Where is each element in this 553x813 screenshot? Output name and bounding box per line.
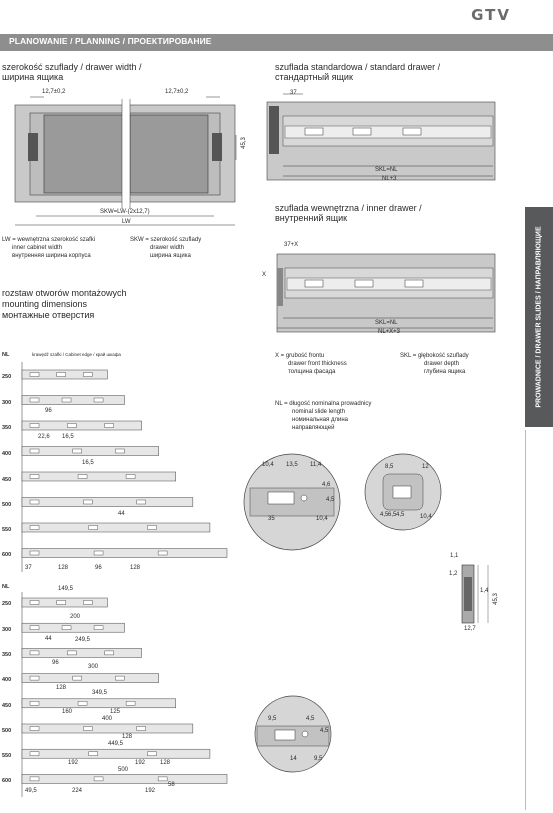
legend-skw-3: ширина ящика: [150, 253, 191, 259]
standard-drawer-title: szuflada standardowa / standard drawer /: [275, 62, 441, 72]
upper_table-rail-500: [22, 498, 193, 507]
x-legend-2: drawer front thickness: [288, 361, 347, 367]
detail-a-d2: 13,5: [286, 462, 298, 468]
upper-dim-44: 44: [118, 511, 125, 517]
upper-dim-128b: 128: [130, 565, 141, 571]
nl-legend-4: направляющей: [292, 425, 335, 431]
lower_table-rail-400: [22, 674, 159, 683]
legend-skw-2: drawer width: [150, 245, 185, 251]
lower-dim-128: 128: [56, 685, 67, 691]
lower_table-hole: [126, 701, 135, 705]
upper_table-rail-400: [22, 447, 159, 456]
standard-dim-top: 37: [290, 90, 297, 96]
standard-dim-skl: SKL=NL: [375, 167, 398, 173]
skl-legend-2: drawer depth: [424, 361, 460, 367]
lower-dim-96: 96: [52, 660, 59, 666]
nl-legend-2: nominal slide length: [292, 409, 346, 415]
lower_table-hole: [57, 601, 66, 605]
legend-lw-2: inner cabinet width: [12, 245, 63, 251]
lower-dim-58: 58: [168, 782, 175, 788]
lower-nl-550: 550: [2, 753, 12, 759]
upper-dim-96: 96: [45, 408, 52, 414]
section-header: [0, 34, 553, 51]
upper-mounting-diagram: [0, 362, 240, 577]
upper-dim-16-5a: 16,5: [62, 434, 74, 440]
skl-legend-1: SKL = głębokość szuflady: [400, 353, 469, 359]
upper_table-hole: [89, 526, 98, 530]
lower_table-hole: [30, 651, 39, 655]
brand-logo: GTV: [471, 6, 511, 24]
nl-legend-3: номинальная длина: [292, 417, 348, 423]
inner-dim-top: 37+X: [284, 242, 299, 248]
detail-a-d5: 4,5: [326, 497, 335, 503]
lower_table-hole: [30, 727, 39, 731]
lower_table-hole: [89, 752, 98, 756]
lower-dim-449-5: 449,5: [108, 741, 124, 747]
upper_table-hole: [105, 424, 114, 428]
dim-side-height: 45,3: [240, 137, 247, 149]
lower-nl-500: 500: [2, 728, 12, 734]
upper-dim-22-6: 22,6: [38, 434, 50, 440]
detail-a-d1: 10,4: [262, 462, 274, 468]
detail-b-d1: 8,5: [385, 464, 394, 470]
lower-dim-400: 400: [102, 716, 113, 722]
lower_table-hole: [30, 676, 39, 680]
mounting-title-1: rozstaw otworów montażowych: [2, 288, 127, 298]
lower_table-hole: [137, 727, 146, 731]
lower-dim-44: 44: [45, 636, 52, 642]
lower_table-hole: [105, 651, 114, 655]
lower_table-hole: [73, 676, 82, 680]
detail-a-d7: 10,4: [316, 516, 328, 522]
lower_table-hole: [83, 727, 92, 731]
upper-dim-96b: 96: [95, 565, 102, 571]
upper_table-hole: [94, 398, 103, 402]
lower-nl-450: 450: [2, 703, 12, 709]
upper-nl-350: 350: [2, 425, 12, 431]
upper_table-rail-350: [22, 421, 142, 430]
detail-c-d5: 9,5: [314, 756, 323, 762]
detail-a-d6: 35: [268, 516, 275, 522]
dim-right-gap: 12,7±0,2: [165, 89, 189, 95]
lower_table-rail-450: [22, 699, 176, 708]
profile-d3: 1,4: [480, 588, 489, 594]
lower_table-hole: [147, 752, 156, 756]
mounting-title-3: монтажные отверстия: [2, 310, 95, 320]
profile-d1: 1,1: [450, 553, 459, 559]
lower-dim-149-5: 149,5: [58, 586, 74, 592]
profile-d2: 1,2: [449, 571, 458, 577]
upper_table-hole: [73, 449, 82, 453]
detail-b-d4: 6,5: [388, 512, 397, 518]
detail-c-d2: 4,5: [306, 716, 315, 722]
detail-b-d2: 12: [422, 464, 429, 470]
side-tab: [525, 207, 553, 427]
x-legend-1: X = grubość frontu: [275, 353, 325, 359]
inner-dim-nl: NL+X+3: [378, 329, 401, 335]
lower_table-hole: [115, 676, 124, 680]
upper_table-hole: [30, 398, 39, 402]
upper-nl-400: 400: [2, 451, 12, 457]
nl-legend-1: NL = długość nominalna prowadnicy: [275, 401, 372, 407]
upper_table-rail-600: [22, 549, 227, 558]
lower-dim-49-5: 49,5: [25, 788, 37, 794]
standard-dim-nl: NL+3: [382, 176, 397, 182]
upper_table-hole: [67, 424, 76, 428]
upper-nl-500: 500: [2, 502, 12, 508]
upper_table-rail-550: [22, 523, 210, 532]
upper-dim-128a: 128: [58, 565, 69, 571]
lower-dim-349-5: 349,5: [92, 690, 108, 696]
lower-nl-350: 350: [2, 652, 12, 658]
lower_table-hole: [30, 601, 39, 605]
detail-b-d6: 10,4: [420, 514, 432, 520]
upper-nl-550: 550: [2, 527, 12, 533]
lower-dim-500: 500: [118, 767, 129, 773]
lower_table-hole: [83, 601, 92, 605]
lower-dim-192b: 192: [135, 760, 146, 766]
lower_table-hole: [94, 777, 103, 781]
upper_table-hole: [30, 424, 39, 428]
dim-left-gap: 12,7±0,2: [42, 89, 66, 95]
upper_table-hole: [78, 475, 87, 479]
upper-dim-37: 37: [25, 565, 32, 571]
mounting-title-2: mounting dimensions: [2, 299, 88, 309]
slide-profile: [448, 555, 498, 635]
lower-dim-192c: 192: [145, 788, 156, 794]
detail-c-d1: 9,5: [268, 716, 277, 722]
inner-drawer-title: szuflada wewnętrzna / inner drawer /: [275, 203, 422, 213]
detail-b-d3: 4,5: [380, 512, 389, 518]
lower-dim-224: 224: [72, 788, 83, 794]
lower_table-hole: [67, 651, 76, 655]
upper_table-hole: [30, 475, 39, 479]
upper_table-hole: [57, 373, 66, 377]
skl-legend-3: глубина ящика: [424, 369, 466, 375]
profile-d4: 45,3: [492, 593, 499, 605]
legend-lw-1: LW = wewnętrzna szerokość szafki: [2, 237, 96, 243]
lower-dim-160: 160: [62, 709, 73, 715]
upper_table-hole: [30, 551, 39, 555]
lower_table-rail-500: [22, 724, 193, 733]
standard-drawer-title-ru: стандартный ящик: [275, 72, 353, 82]
lower_table-hole: [78, 701, 87, 705]
inner-dim-x: X: [262, 272, 267, 278]
lower-dim-300: 300: [88, 664, 99, 670]
detail-c-d4: 14: [290, 756, 297, 762]
lower_table-rail-600: [22, 774, 227, 783]
x-legend-3: толщина фасада: [288, 369, 336, 375]
side-divider: [525, 430, 526, 810]
detail-b-circle: [363, 452, 443, 532]
detail-a-d3: 11,4: [310, 462, 322, 468]
drawer-width-title: szerokość szuflady / drawer width /: [2, 62, 142, 72]
upper-nl-header: NL: [2, 352, 10, 358]
upper-dim-16-5b: 16,5: [82, 460, 94, 466]
detail-a-d4: 4,6: [322, 482, 331, 488]
section-title: PLANOWANIE / PLANNING / ПРОЕКТИРОВАНИЕ: [9, 36, 212, 46]
lower-dim-128b: 128: [122, 734, 133, 740]
lower-nl-header: NL: [2, 584, 10, 590]
upper_table-hole: [94, 551, 103, 555]
upper_table-hole: [115, 449, 124, 453]
upper_table-hole: [30, 500, 39, 504]
upper-nl-600: 600: [2, 552, 12, 558]
lower_table-hole: [62, 626, 71, 630]
inner-drawer-title-ru: внутренний ящик: [275, 213, 348, 223]
lower-dim-249-5: 249,5: [75, 637, 91, 643]
detail-c-d3: 4,5: [320, 728, 329, 734]
lower_table-hole: [30, 752, 39, 756]
lower-nl-300: 300: [2, 627, 12, 633]
lower_table-hole: [30, 626, 39, 630]
drawer-width-title-ru: ширина ящика: [2, 72, 64, 82]
upper_table-hole: [30, 373, 39, 377]
upper_table-hole: [83, 373, 92, 377]
lower-nl-400: 400: [2, 677, 12, 683]
profile-d5: 12,7: [464, 626, 476, 632]
upper_table-hole: [30, 449, 39, 453]
lower_table-hole: [158, 777, 167, 781]
side-tab-label: PROWADNICE / DRAWER SLIDES / НАПРАВЛЯЮЩИЕ: [535, 226, 543, 408]
upper_table-hole: [30, 526, 39, 530]
lower_table-rail-350: [22, 648, 142, 657]
lower-dim-125: 125: [110, 709, 121, 715]
lower_table-hole: [30, 777, 39, 781]
upper_table-hole: [62, 398, 71, 402]
upper-nl-250: 250: [2, 374, 12, 380]
lower-nl-250: 250: [2, 601, 12, 607]
standard-drawer-diagram: [265, 88, 505, 188]
upper_table-hole: [126, 475, 135, 479]
upper_table-rail-450: [22, 472, 176, 481]
lower_table-hole: [94, 626, 103, 630]
detail-b-d5: 4,5: [396, 512, 405, 518]
detail-c-circle: [253, 694, 333, 774]
dim-skw: SKW=LW-(2x12,7): [100, 209, 150, 215]
upper-nl-450: 450: [2, 477, 12, 483]
inner-dim-skl: SKL=NL: [375, 320, 398, 326]
upper-nl-300: 300: [2, 400, 12, 406]
lower-dim-128c: 128: [160, 760, 171, 766]
dim-lw: LW: [122, 219, 131, 225]
upper_table-hole: [83, 500, 92, 504]
upper_table-hole: [137, 500, 146, 504]
lower-dim-192a: 192: [68, 760, 79, 766]
legend-skw-1: SKW = szerokość szuflady: [130, 237, 202, 243]
lower_table-hole: [30, 701, 39, 705]
upper_table-hole: [147, 526, 156, 530]
upper_table-hole: [158, 551, 167, 555]
upper-cabinet-note: krawędź szafki / Cabinet edge / край шкафа: [32, 352, 121, 357]
lower-nl-600: 600: [2, 778, 12, 784]
lower_table-rail-550: [22, 749, 210, 758]
lower-dim-200: 200: [70, 614, 81, 620]
legend-lw-3: внутренняя ширина корпуса: [12, 253, 91, 259]
